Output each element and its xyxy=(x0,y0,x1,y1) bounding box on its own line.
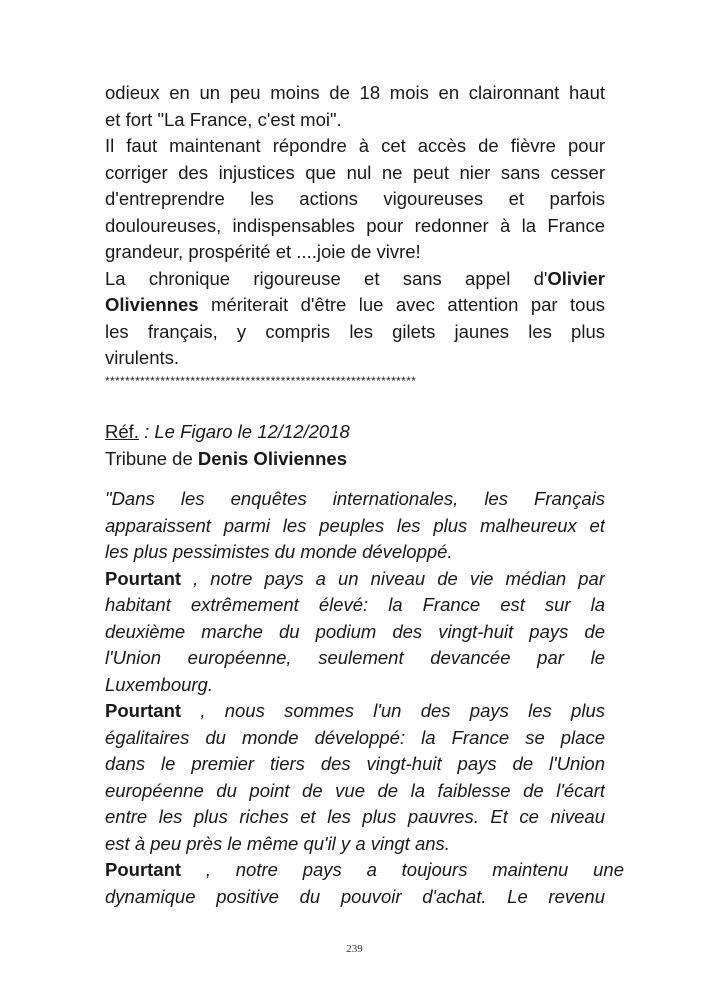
text-line: grandeur, prospérité et ....joie de vivre! xyxy=(105,241,421,262)
text-line: "Dans les enquêtes internationales, les Français xyxy=(105,488,605,509)
chronique-paragraph xyxy=(105,266,605,372)
text-line: douloureuses, indispensables pour redonner à la France xyxy=(105,214,605,236)
separator-stars: ************************************************************** xyxy=(105,374,417,388)
reference-label: Réf. xyxy=(105,421,139,442)
pourtant-keyword: Pourtant xyxy=(105,567,182,589)
text-line: est à peu près le même qu'il y a vingt ans. xyxy=(105,832,450,854)
text-line: corriger des injustices que nul ne peut nier sans cesser xyxy=(105,161,605,183)
intro-paragraph xyxy=(105,80,605,266)
text-line xyxy=(105,266,605,293)
text-line: d'entreprendre les actions vigoureuses et parfois xyxy=(105,188,605,209)
text-line xyxy=(105,698,605,725)
text-line: apparaissent parmi les peuples les plus malheureux et xyxy=(105,514,605,536)
quote-text: , nous sommes l'un des pays les plus xyxy=(181,700,605,721)
page-number: 239 xyxy=(346,943,363,955)
text-line: odieux en un peu moins de 18 mois en claironnant haut xyxy=(105,82,605,103)
text-line: Luxembourg. xyxy=(105,673,213,695)
tribune-line xyxy=(105,446,350,473)
text-line: et fort "La France, c'est moi". xyxy=(105,108,342,130)
text-line: l'Union européenne, seulement devancée par le xyxy=(105,647,605,668)
text-line xyxy=(105,292,605,319)
tribune-author: Denis Oliviennes xyxy=(197,447,347,469)
text-line: égalitaires du monde développé: la France se place xyxy=(105,726,605,748)
tribune-prefix: Tribune de xyxy=(105,447,198,469)
text-line xyxy=(105,857,624,884)
reference-source: : Le Figaro le 12/12/2018 xyxy=(138,421,350,442)
text-line: les plus pessimistes du monde développé. xyxy=(105,541,453,562)
text-line: deuxième marche du podium des vingt-huit pays de xyxy=(105,620,605,642)
text-line: virulents. xyxy=(105,347,180,368)
chronique-text: La chronique rigoureuse et sans appel d' xyxy=(105,267,548,289)
pourtant-keyword: Pourtant xyxy=(105,700,182,721)
text-line: dans le premier tiers des vingt-huit pays de l'Union xyxy=(105,753,605,774)
reference-block xyxy=(105,419,350,472)
text-line: habitant extrêmement élevé: la France est sur la xyxy=(105,594,605,615)
chronique-text: mériterait d'être lue avec attention par tous xyxy=(198,294,605,315)
author-first-name: Olivier xyxy=(547,267,605,289)
reference-line xyxy=(105,419,350,446)
pourtant-keyword: Pourtant xyxy=(105,859,182,880)
quote-text: , notre pays a un niveau de vie médian par xyxy=(181,567,605,589)
text-line xyxy=(105,566,605,593)
author-last-name: Oliviennes xyxy=(105,294,199,315)
text-line: européenne du point de vue de la faiblesse de l'écart xyxy=(105,779,605,801)
quote-text: , notre pays a toujours maintenu une xyxy=(181,859,624,880)
text-line: dynamique positive du pouvoir d'achat. Le revenu xyxy=(105,885,605,907)
text-line: Il faut maintenant répondre à cet accès de fièvre pour xyxy=(105,135,605,156)
text-line: les français, y compris les gilets jaunes les plus xyxy=(105,320,605,342)
quote-block xyxy=(105,486,624,910)
text-line: entre les plus riches et les plus pauvres. Et ce niveau xyxy=(105,806,605,827)
